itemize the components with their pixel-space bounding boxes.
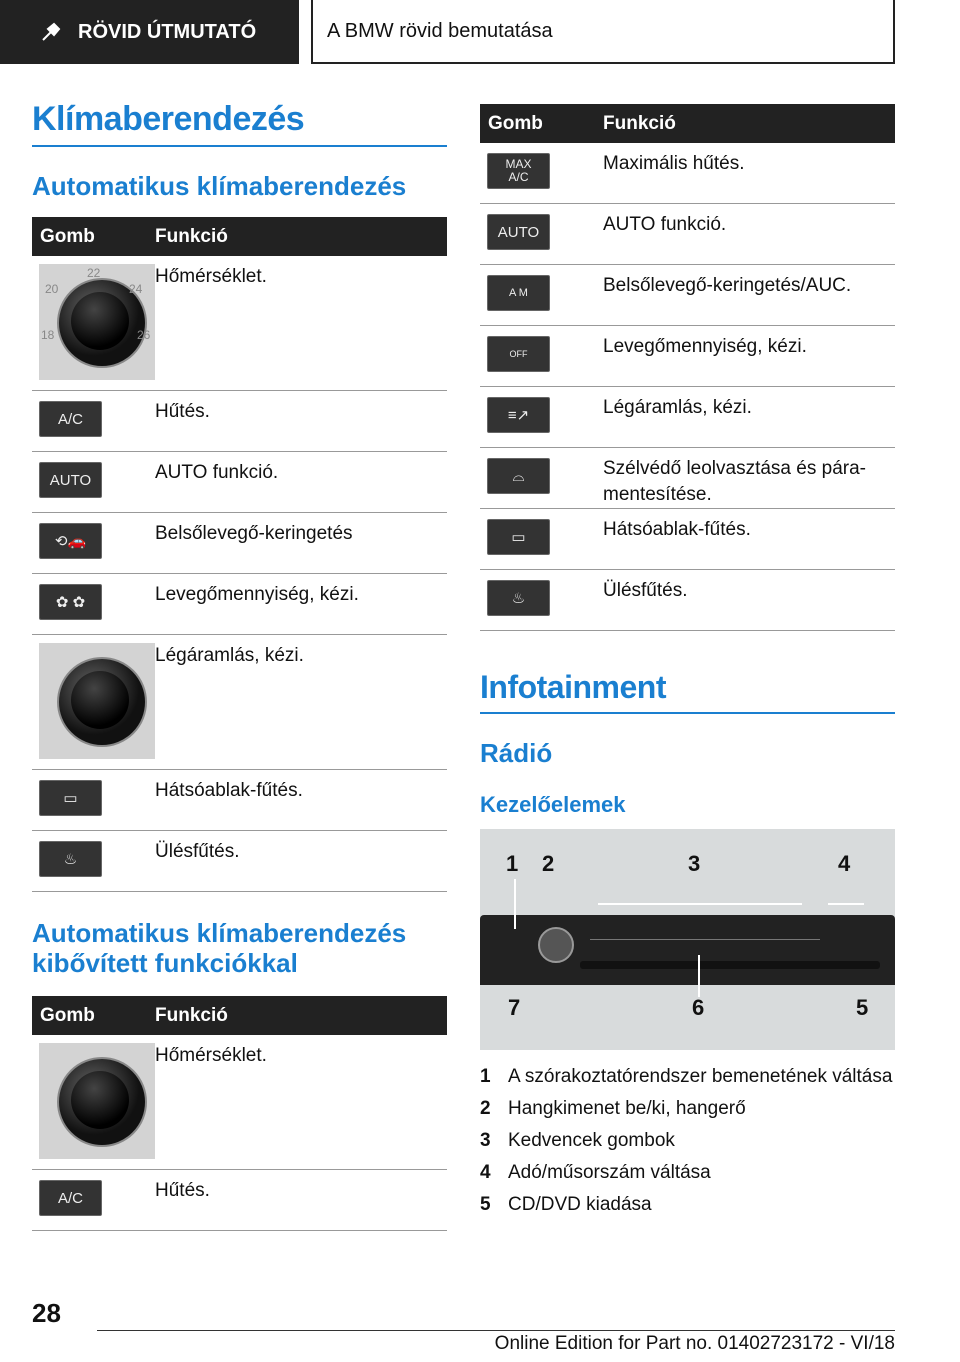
auto-climate-table (32, 217, 447, 892)
table-row (32, 513, 447, 574)
wrench-icon (40, 21, 62, 43)
section-heading-auto-climate: Automatikus klímaberendezés (32, 171, 407, 201)
function-text: Hőmérséklet. (155, 256, 447, 391)
function-text: AUTO funkció. (603, 204, 895, 265)
callout-number: 7 (508, 995, 521, 1020)
col-header-button: Gomb (32, 996, 155, 1035)
radio-panel (480, 915, 895, 985)
function-text: Maximális hűtés. (603, 143, 895, 204)
table-row (32, 1035, 447, 1170)
table-row (32, 831, 447, 892)
table-row (32, 635, 447, 770)
table-row (32, 256, 447, 391)
seat-heating-icon: ♨ (39, 841, 102, 877)
rear-window-defrost-icon: ▭ (487, 519, 550, 555)
max-ac-button-image: MAX A/C (487, 153, 550, 189)
function-text: Ülésfűtés. (155, 831, 447, 892)
dial-number: 26 (137, 328, 151, 342)
legend-text: A szórakoztatórendszer bemenetének váltása (508, 1066, 893, 1087)
legend-text: Kedvencek gombok (508, 1130, 675, 1151)
function-text: Hűtés. (155, 391, 447, 452)
left-column (32, 100, 447, 1231)
callout-number: 4 (838, 851, 851, 876)
ac-button-image: A/C (39, 401, 102, 437)
footer-edition: Online Edition for Part no. 01402723172 - VI/18 (97, 1330, 895, 1355)
callout-number: 3 (688, 851, 701, 876)
page-number: 28 (32, 1298, 61, 1328)
radio-controls-image (480, 829, 895, 1050)
controls-heading: Kezelőelemek (480, 792, 626, 817)
legend-number: 2 (480, 1098, 491, 1119)
col-header-function: Funkció (155, 996, 447, 1035)
function-text: Belsőlevegő-keringetés (155, 513, 447, 574)
air-distribution-dial-image (39, 643, 155, 759)
fan-icon: OFF (487, 336, 550, 372)
col-header-button: Gomb (32, 217, 155, 256)
table-row (480, 509, 895, 570)
dial-number: 18 (41, 328, 55, 342)
legend-item (480, 1125, 895, 1157)
legend-item (480, 1061, 895, 1093)
legend-number: 1 (480, 1066, 491, 1087)
function-text: Levegőmennyiség, kézi. (155, 574, 447, 635)
function-text: Légáramlás, kézi. (155, 635, 447, 770)
function-text: AUTO funkció. (155, 452, 447, 513)
auto-button-image: AUTO (39, 462, 102, 498)
legend-item (480, 1157, 895, 1189)
ac-button-image: A/C (39, 1180, 102, 1216)
function-text: Hátsóablak-fűtés. (603, 509, 895, 570)
table-row (480, 143, 895, 204)
dial-number: 22 (87, 266, 101, 280)
function-text: Levegőmennyiség, kézi. (603, 326, 895, 387)
temperature-dial-image (39, 264, 155, 380)
dial-number: 24 (129, 282, 143, 296)
header-quick-guide-tab[interactable] (0, 0, 299, 64)
seat-heating-icon: ♨ (487, 580, 550, 616)
header-quick-guide-label: RÖVID ÚTMUTATÓ (78, 20, 257, 43)
table-row (32, 1170, 447, 1231)
right-column (480, 104, 895, 818)
table-row (32, 391, 447, 452)
function-text: Légáramlás, kézi. (603, 387, 895, 448)
table-row (480, 204, 895, 265)
legend-number: 4 (480, 1162, 491, 1183)
header-section-label: A BMW rövid bemutatása (327, 19, 553, 42)
callout-number: 1 (506, 851, 519, 876)
dial-number: 20 (45, 282, 59, 296)
legend-text: Hangkimenet be/ki, hangerő (508, 1098, 746, 1119)
controls-legend (480, 1061, 895, 1221)
legend-item (480, 1093, 895, 1125)
air-distribution-icon: ≡↗ (487, 397, 550, 433)
legend-text: Adó/műsorszám váltása (508, 1162, 711, 1183)
table-row (32, 770, 447, 831)
table-row (480, 326, 895, 387)
auto-button-image: AUTO (487, 214, 550, 250)
temperature-dial-image (39, 1043, 155, 1159)
function-text: Hőmérséklet. (155, 1035, 447, 1170)
section-heading-extended: Automatikus klímaberendezés kibővített funkciókkal (32, 918, 407, 978)
recirculation-icon: ⟲🚗 (39, 523, 102, 559)
recirculation-auc-icon: A M (487, 275, 550, 311)
callout-number: 2 (542, 851, 555, 876)
callout-number: 6 (692, 995, 705, 1020)
table-row (32, 452, 447, 513)
table-row (32, 574, 447, 635)
col-header-button: Gomb (480, 104, 603, 143)
table-row (480, 570, 895, 631)
extended-functions-table (480, 104, 895, 631)
rear-window-defrost-icon: ▭ (39, 780, 102, 816)
infotainment-heading: Infotainment (480, 669, 895, 714)
header-section (311, 0, 895, 64)
windshield-defrost-icon: ⌓ (487, 458, 550, 494)
table-row (480, 448, 895, 509)
radio-heading: Rádió (480, 738, 553, 768)
function-text: Ülésfűtés. (603, 570, 895, 631)
function-text: Belsőlevegő-keringetés/AUC. (603, 265, 895, 326)
table-row (480, 265, 895, 326)
legend-number: 3 (480, 1130, 491, 1151)
function-text: Hűtés. (155, 1170, 447, 1231)
function-text: Szélvédő leolvasztása és pára-mentesítése. (603, 448, 895, 509)
legend-number: 5 (480, 1194, 491, 1215)
callout-number: 5 (856, 995, 869, 1020)
legend-item (480, 1189, 895, 1221)
legend-text: CD/DVD kiadása (508, 1194, 652, 1215)
fan-icon: ✿ ✿ (39, 584, 102, 620)
page-title: Klímaberendezés (32, 100, 447, 147)
col-header-function: Funkció (155, 217, 447, 256)
function-text: Hátsóablak-fűtés. (155, 770, 447, 831)
extended-climate-table (32, 996, 447, 1231)
table-row (480, 387, 895, 448)
col-header-function: Funkció (603, 104, 895, 143)
